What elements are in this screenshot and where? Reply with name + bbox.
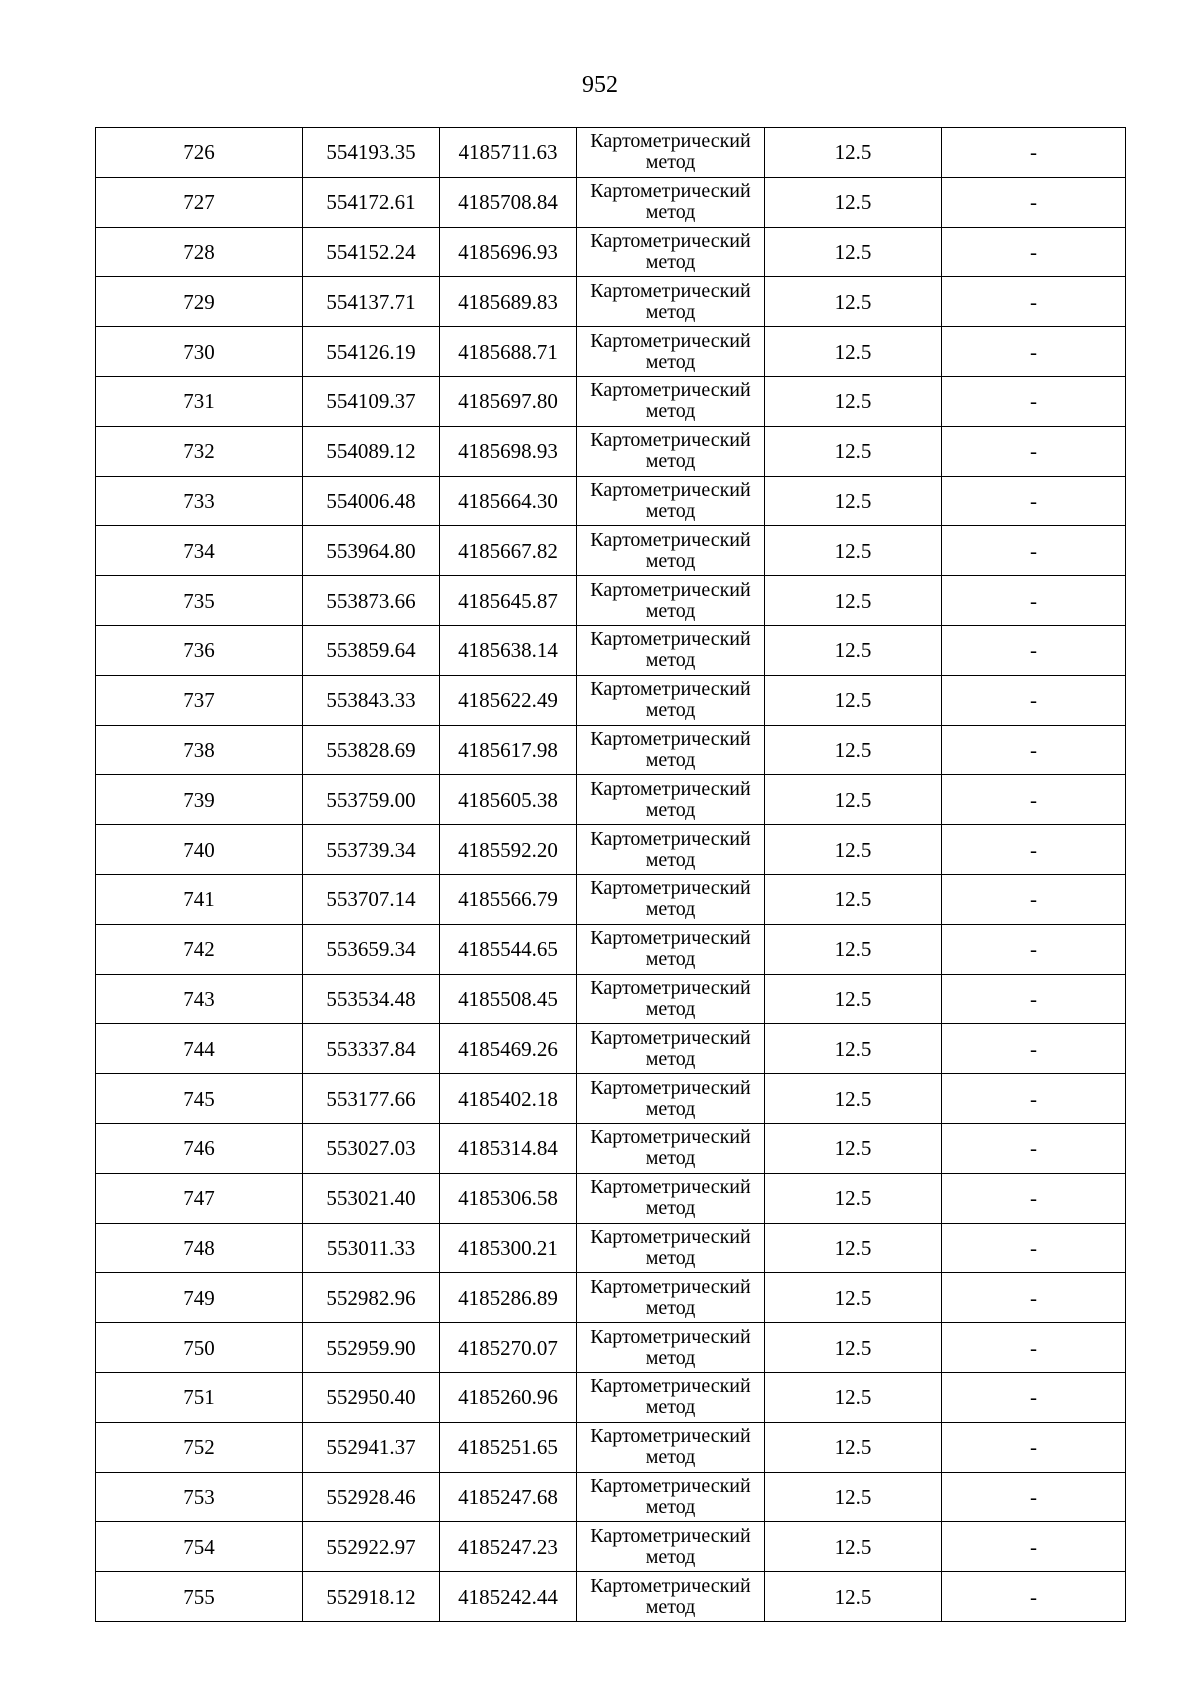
x-coordinate-cell: 553021.40 (303, 1173, 440, 1223)
y-coordinate-cell: 4185592.20 (440, 825, 577, 875)
x-coordinate-cell: 554137.71 (303, 277, 440, 327)
point-number-cell: 746 (96, 1123, 303, 1173)
point-number-cell: 745 (96, 1074, 303, 1124)
method-line-1: Картометрический (590, 578, 751, 601)
y-coordinate-cell: 4185664.30 (440, 476, 577, 526)
method-line-2: метод (645, 649, 696, 672)
y-coordinate-cell: 4185314.84 (440, 1123, 577, 1173)
x-coordinate-cell: 552918.12 (303, 1572, 440, 1622)
y-coordinate-cell: 4185247.68 (440, 1472, 577, 1522)
description-cell: - (942, 1422, 1126, 1472)
accuracy-cell: 12.5 (765, 177, 942, 227)
description-cell: - (942, 576, 1126, 626)
method-line-2: метод (645, 1595, 696, 1618)
description-cell: - (942, 526, 1126, 576)
description-cell: - (942, 675, 1126, 725)
method-line-1: Картометрический (590, 130, 751, 153)
y-coordinate-cell: 4185605.38 (440, 775, 577, 825)
point-number-cell: 730 (96, 327, 303, 377)
accuracy-cell: 12.5 (765, 227, 942, 277)
method-line-2: метод (645, 997, 696, 1020)
method-line-2: метод (645, 748, 696, 771)
y-coordinate-cell: 4185622.49 (440, 675, 577, 725)
point-number-cell: 738 (96, 725, 303, 775)
description-cell: - (942, 128, 1126, 178)
page-number: 952 (582, 72, 618, 98)
method-line-1: Картометрический (590, 180, 751, 203)
method-cell (577, 825, 765, 875)
method-cell (577, 327, 765, 377)
table-row (96, 376, 1126, 426)
table-row (96, 177, 1126, 227)
method-line-2: метод (645, 1147, 696, 1170)
method-line-2: метод (645, 1197, 696, 1220)
method-cell (577, 974, 765, 1024)
x-coordinate-cell: 553759.00 (303, 775, 440, 825)
accuracy-cell: 12.5 (765, 128, 942, 178)
method-line-1: Картометрический (590, 976, 751, 999)
method-line-2: метод (645, 898, 696, 921)
method-line-1: Картометрический (590, 628, 751, 651)
y-coordinate-cell: 4185617.98 (440, 725, 577, 775)
point-number-cell: 729 (96, 277, 303, 327)
accuracy-cell: 12.5 (765, 675, 942, 725)
accuracy-cell: 12.5 (765, 1323, 942, 1373)
method-line-2: метод (645, 1047, 696, 1070)
description-cell: - (942, 327, 1126, 377)
table-row (96, 277, 1126, 327)
y-coordinate-cell: 4185711.63 (440, 128, 577, 178)
method-line-1: Картометрический (590, 777, 751, 800)
method-line-2: метод (645, 201, 696, 224)
accuracy-cell: 12.5 (765, 874, 942, 924)
method-line-2: метод (645, 1495, 696, 1518)
table-row (96, 1273, 1126, 1323)
accuracy-cell: 12.5 (765, 924, 942, 974)
method-cell (577, 1372, 765, 1422)
y-coordinate-cell: 4185638.14 (440, 625, 577, 675)
point-number-cell: 752 (96, 1422, 303, 1472)
point-number-cell: 742 (96, 924, 303, 974)
description-cell: - (942, 1522, 1126, 1572)
table-row (96, 1074, 1126, 1124)
accuracy-cell: 12.5 (765, 1372, 942, 1422)
method-cell (577, 277, 765, 327)
y-coordinate-cell: 4185708.84 (440, 177, 577, 227)
x-coordinate-cell: 553027.03 (303, 1123, 440, 1173)
x-coordinate-cell: 554193.35 (303, 128, 440, 178)
method-line-1: Картометрический (590, 1574, 751, 1597)
x-coordinate-cell: 553659.34 (303, 924, 440, 974)
method-line-1: Картометрический (590, 229, 751, 252)
point-number-cell: 727 (96, 177, 303, 227)
accuracy-cell: 12.5 (765, 1024, 942, 1074)
accuracy-cell: 12.5 (765, 526, 942, 576)
method-line-2: метод (645, 848, 696, 871)
method-line-2: метод (645, 948, 696, 971)
x-coordinate-cell: 553964.80 (303, 526, 440, 576)
method-line-2: метод (645, 1246, 696, 1269)
method-line-1: Картометрический (590, 478, 751, 501)
method-line-1: Картометрический (590, 379, 751, 402)
table-row (96, 1422, 1126, 1472)
method-cell (577, 1074, 765, 1124)
x-coordinate-cell: 552922.97 (303, 1522, 440, 1572)
y-coordinate-cell: 4185698.93 (440, 426, 577, 476)
table-row (96, 974, 1126, 1024)
table-row (96, 128, 1126, 178)
point-number-cell: 753 (96, 1472, 303, 1522)
method-line-2: метод (645, 350, 696, 373)
point-number-cell: 740 (96, 825, 303, 875)
table-row (96, 1024, 1126, 1074)
y-coordinate-cell: 4185402.18 (440, 1074, 577, 1124)
point-number-cell: 743 (96, 974, 303, 1024)
table-row (96, 1223, 1126, 1273)
method-line-1: Картометрический (590, 329, 751, 352)
y-coordinate-cell: 4185689.83 (440, 277, 577, 327)
x-coordinate-cell: 552941.37 (303, 1422, 440, 1472)
y-coordinate-cell: 4185270.07 (440, 1323, 577, 1373)
accuracy-cell: 12.5 (765, 1074, 942, 1124)
point-number-cell: 754 (96, 1522, 303, 1572)
accuracy-cell: 12.5 (765, 277, 942, 327)
method-cell (577, 426, 765, 476)
method-cell (577, 227, 765, 277)
table-row (96, 1323, 1126, 1373)
point-number-cell: 733 (96, 476, 303, 526)
description-cell: - (942, 476, 1126, 526)
description-cell: - (942, 1223, 1126, 1273)
method-line-2: метод (645, 151, 696, 174)
y-coordinate-cell: 4185469.26 (440, 1024, 577, 1074)
table-row (96, 775, 1126, 825)
accuracy-cell: 12.5 (765, 1173, 942, 1223)
method-line-1: Картометрический (590, 528, 751, 551)
method-cell (577, 1572, 765, 1622)
x-coordinate-cell: 554172.61 (303, 177, 440, 227)
description-cell: - (942, 376, 1126, 426)
accuracy-cell: 12.5 (765, 725, 942, 775)
y-coordinate-cell: 4185306.58 (440, 1173, 577, 1223)
y-coordinate-cell: 4185544.65 (440, 924, 577, 974)
table-row (96, 526, 1126, 576)
x-coordinate-cell: 553177.66 (303, 1074, 440, 1124)
method-cell (577, 526, 765, 576)
accuracy-cell: 12.5 (765, 1572, 942, 1622)
method-cell (577, 775, 765, 825)
y-coordinate-cell: 4185251.65 (440, 1422, 577, 1472)
method-line-1: Картометрический (590, 1026, 751, 1049)
point-number-cell: 736 (96, 625, 303, 675)
accuracy-cell: 12.5 (765, 625, 942, 675)
method-cell (577, 1273, 765, 1323)
method-line-2: метод (645, 1396, 696, 1419)
method-line-1: Картометрический (590, 678, 751, 701)
point-number-cell: 728 (96, 227, 303, 277)
method-line-2: метод (645, 1545, 696, 1568)
method-cell (577, 1522, 765, 1572)
table-row (96, 725, 1126, 775)
y-coordinate-cell: 4185508.45 (440, 974, 577, 1024)
method-line-1: Картометрический (590, 1425, 751, 1448)
method-cell (577, 576, 765, 626)
method-cell (577, 1024, 765, 1074)
point-number-cell: 737 (96, 675, 303, 725)
accuracy-cell: 12.5 (765, 825, 942, 875)
accuracy-cell: 12.5 (765, 1223, 942, 1273)
method-line-2: метод (645, 1446, 696, 1469)
table-body (96, 128, 1126, 1622)
table-row (96, 426, 1126, 476)
method-line-2: метод (645, 1097, 696, 1120)
x-coordinate-cell: 553739.34 (303, 825, 440, 875)
description-cell: - (942, 974, 1126, 1024)
method-line-2: метод (645, 250, 696, 273)
method-cell (577, 924, 765, 974)
table-row (96, 227, 1126, 277)
description-cell: - (942, 177, 1126, 227)
point-number-cell: 749 (96, 1273, 303, 1323)
point-number-cell: 748 (96, 1223, 303, 1273)
accuracy-cell: 12.5 (765, 1472, 942, 1522)
method-line-1: Картометрический (590, 429, 751, 452)
y-coordinate-cell: 4185566.79 (440, 874, 577, 924)
method-line-1: Картометрический (590, 279, 751, 302)
method-line-2: метод (645, 1296, 696, 1319)
description-cell: - (942, 625, 1126, 675)
table-row (96, 1173, 1126, 1223)
description-cell: - (942, 874, 1126, 924)
accuracy-cell: 12.5 (765, 1123, 942, 1173)
method-cell (577, 177, 765, 227)
accuracy-cell: 12.5 (765, 1273, 942, 1323)
description-cell: - (942, 725, 1126, 775)
x-coordinate-cell: 553843.33 (303, 675, 440, 725)
y-coordinate-cell: 4185300.21 (440, 1223, 577, 1273)
x-coordinate-cell: 554006.48 (303, 476, 440, 526)
method-line-1: Картометрический (590, 1176, 751, 1199)
table-row (96, 825, 1126, 875)
point-number-cell: 726 (96, 128, 303, 178)
method-line-2: метод (645, 1346, 696, 1369)
x-coordinate-cell: 553873.66 (303, 576, 440, 626)
description-cell: - (942, 1273, 1126, 1323)
description-cell: - (942, 1173, 1126, 1223)
x-coordinate-cell: 553828.69 (303, 725, 440, 775)
method-cell (577, 1323, 765, 1373)
method-line-1: Картометрический (590, 1375, 751, 1398)
method-line-1: Картометрический (590, 827, 751, 850)
method-line-1: Картометрический (590, 927, 751, 950)
method-line-1: Картометрический (590, 1275, 751, 1298)
x-coordinate-cell: 553011.33 (303, 1223, 440, 1273)
table-row (96, 327, 1126, 377)
y-coordinate-cell: 4185286.89 (440, 1273, 577, 1323)
description-cell: - (942, 1024, 1126, 1074)
description-cell: - (942, 426, 1126, 476)
method-line-2: метод (645, 450, 696, 473)
method-line-2: метод (645, 499, 696, 522)
x-coordinate-cell: 554089.12 (303, 426, 440, 476)
x-coordinate-cell: 552959.90 (303, 1323, 440, 1373)
accuracy-cell: 12.5 (765, 576, 942, 626)
point-number-cell: 744 (96, 1024, 303, 1074)
table-row (96, 625, 1126, 675)
y-coordinate-cell: 4185688.71 (440, 327, 577, 377)
method-cell (577, 128, 765, 178)
method-line-1: Картометрический (590, 1474, 751, 1497)
table-row (96, 1372, 1126, 1422)
y-coordinate-cell: 4185696.93 (440, 227, 577, 277)
description-cell: - (942, 277, 1126, 327)
method-cell (577, 476, 765, 526)
description-cell: - (942, 775, 1126, 825)
table-row (96, 1123, 1126, 1173)
description-cell: - (942, 1472, 1126, 1522)
method-line-2: метод (645, 400, 696, 423)
point-number-cell: 731 (96, 376, 303, 426)
method-line-1: Картометрический (590, 1076, 751, 1099)
y-coordinate-cell: 4185242.44 (440, 1572, 577, 1622)
method-cell (577, 1422, 765, 1472)
y-coordinate-cell: 4185260.96 (440, 1372, 577, 1422)
accuracy-cell: 12.5 (765, 775, 942, 825)
method-line-1: Картометрический (590, 1225, 751, 1248)
table-row (96, 874, 1126, 924)
method-line-2: метод (645, 699, 696, 722)
accuracy-cell: 12.5 (765, 426, 942, 476)
x-coordinate-cell: 552950.40 (303, 1372, 440, 1422)
table-row (96, 476, 1126, 526)
coordinates-table (95, 127, 1126, 1622)
accuracy-cell: 12.5 (765, 376, 942, 426)
point-number-cell: 735 (96, 576, 303, 626)
description-cell: - (942, 1123, 1126, 1173)
x-coordinate-cell: 552928.46 (303, 1472, 440, 1522)
y-coordinate-cell: 4185247.23 (440, 1522, 577, 1572)
table-row (96, 924, 1126, 974)
x-coordinate-cell: 552982.96 (303, 1273, 440, 1323)
x-coordinate-cell: 554152.24 (303, 227, 440, 277)
method-line-1: Картометрический (590, 1126, 751, 1149)
method-line-2: метод (645, 599, 696, 622)
method-cell (577, 725, 765, 775)
y-coordinate-cell: 4185697.80 (440, 376, 577, 426)
description-cell: - (942, 1572, 1126, 1622)
y-coordinate-cell: 4185645.87 (440, 576, 577, 626)
table-row (96, 675, 1126, 725)
method-cell (577, 625, 765, 675)
method-cell (577, 874, 765, 924)
point-number-cell: 734 (96, 526, 303, 576)
description-cell: - (942, 227, 1126, 277)
method-line-1: Картометрический (590, 1325, 751, 1348)
x-coordinate-cell: 553534.48 (303, 974, 440, 1024)
method-cell (577, 1472, 765, 1522)
point-number-cell: 747 (96, 1173, 303, 1223)
method-cell (577, 1223, 765, 1273)
method-cell (577, 1123, 765, 1173)
accuracy-cell: 12.5 (765, 1422, 942, 1472)
description-cell: - (942, 1323, 1126, 1373)
x-coordinate-cell: 554109.37 (303, 376, 440, 426)
point-number-cell: 750 (96, 1323, 303, 1373)
method-line-2: метод (645, 798, 696, 821)
accuracy-cell: 12.5 (765, 327, 942, 377)
description-cell: - (942, 924, 1126, 974)
y-coordinate-cell: 4185667.82 (440, 526, 577, 576)
table-row (96, 576, 1126, 626)
table-row (96, 1522, 1126, 1572)
table-row (96, 1472, 1126, 1522)
method-cell (577, 1173, 765, 1223)
point-number-cell: 751 (96, 1372, 303, 1422)
description-cell: - (942, 1074, 1126, 1124)
method-cell (577, 376, 765, 426)
accuracy-cell: 12.5 (765, 1522, 942, 1572)
point-number-cell: 755 (96, 1572, 303, 1622)
method-cell (577, 675, 765, 725)
x-coordinate-cell: 553337.84 (303, 1024, 440, 1074)
method-line-1: Картометрический (590, 1524, 751, 1547)
table-row (96, 1572, 1126, 1622)
accuracy-cell: 12.5 (765, 974, 942, 1024)
description-cell: - (942, 825, 1126, 875)
accuracy-cell: 12.5 (765, 476, 942, 526)
method-line-2: метод (645, 549, 696, 572)
point-number-cell: 739 (96, 775, 303, 825)
method-line-2: метод (645, 300, 696, 323)
x-coordinate-cell: 553707.14 (303, 874, 440, 924)
description-cell: - (942, 1372, 1126, 1422)
method-line-1: Картометрический (590, 727, 751, 750)
x-coordinate-cell: 554126.19 (303, 327, 440, 377)
x-coordinate-cell: 553859.64 (303, 625, 440, 675)
method-line-1: Картометрический (590, 877, 751, 900)
point-number-cell: 741 (96, 874, 303, 924)
point-number-cell: 732 (96, 426, 303, 476)
